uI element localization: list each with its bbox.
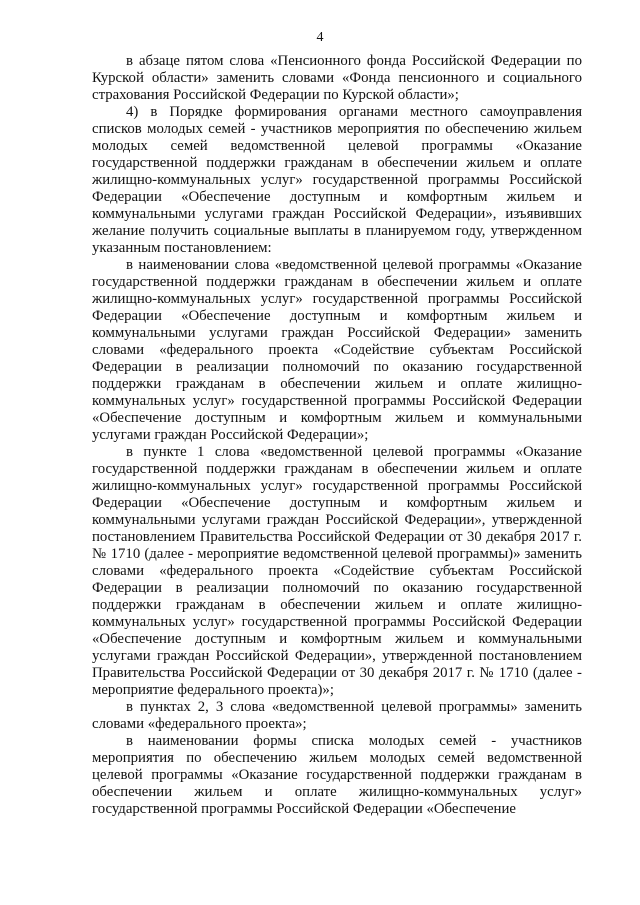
paragraph-pension-fund-rename: в абзаце пятом слова «Пенсионного фонда Российской Федерации по Курской области» заменить словами «Фонда пенсионного и социального страхования Российской Федерации по Курской области»;: [92, 53, 582, 103]
paragraph-title-amendment: в наименовании слова «ведомственной целевой программы «Оказание государственной поддержки гражданам в обеспечении жильем и оплате жилищно-коммунальных услуг» государственной программы Российской Федерации «Обеспечение доступным и комфортным жильем и коммунальными услугами граждан Российской Федерации» заменить словами «федерального проекта «Содействие субъектам Российской Федерации в реализации полномочий по оказанию государственной поддержки гражданам в обеспечении жильем и оплате жилищно-коммунальных услуг» государственной программы Российской Федерации «Обеспечение доступным и комфортным жильем и коммунальными услугами граждан Российской Федерации»;: [92, 257, 582, 443]
paragraph-clauses-2-3-amendment: в пунктах 2, 3 слова «ведомственной целевой программы» заменить словами «федерального проекта»;: [92, 699, 582, 732]
paragraph-form-title-amendment: в наименовании формы списка молодых семей - участников мероприятия по обеспечению жильем молодых семей ведомственной целевой программы «Оказание государственной поддержки гражданам в обеспечении жильем и оплате жилищно-коммунальных услуг» государственной программы Российской Федерации «Обеспечение: [92, 733, 582, 817]
page-number: 4: [316, 30, 324, 45]
paragraph-item-4: 4) в Порядке формирования органами местного самоуправления списков молодых семей - участников мероприятия по обеспечению жильем молодых семей ведомственной целевой программы «Оказание государственной поддержки гражданам в обеспечении жильем и оплате жилищно-коммунальных услуг» государственной программы Российской Федерации «Обеспечение доступным и комфортным жильем и коммунальными услугами граждан Российской Федерации», изъявивших желание получить социальные выплаты в планируемом году, утвержденном указанным постановлением:: [92, 104, 582, 256]
paragraph-clause-1-amendment: в пункте 1 слова «ведомственной целевой программы «Оказание государственной поддержки гражданам в обеспечении жильем и оплате жилищно-коммунальных услуг» государственной программы Российской Федерации «Обеспечение доступным и комфортным жильем и коммунальными услугами граждан Российской Федерации», утвержденной постановлением Правительства Российской Федерации от 30 декабря 2017 г. № 1710 (далее - мероприятие ведомственной целевой программы)» заменить словами «федерального проекта «Содействие субъектам Российской Федерации в реализации полномочий по оказанию государственной поддержки гражданам в обеспечении жильем и оплате жилищно-коммунальных услуг» государственной программы Российской Федерации «Обеспечение доступным и комфортным жильем и коммунальными услугами граждан Российской Федерации», утвержденной постановлением Правительства Российской Федерации от 30 декабря 2017 г. № 1710 (далее - мероприятие федерального проекта)»;: [92, 444, 582, 698]
document-body: [92, 53, 582, 818]
